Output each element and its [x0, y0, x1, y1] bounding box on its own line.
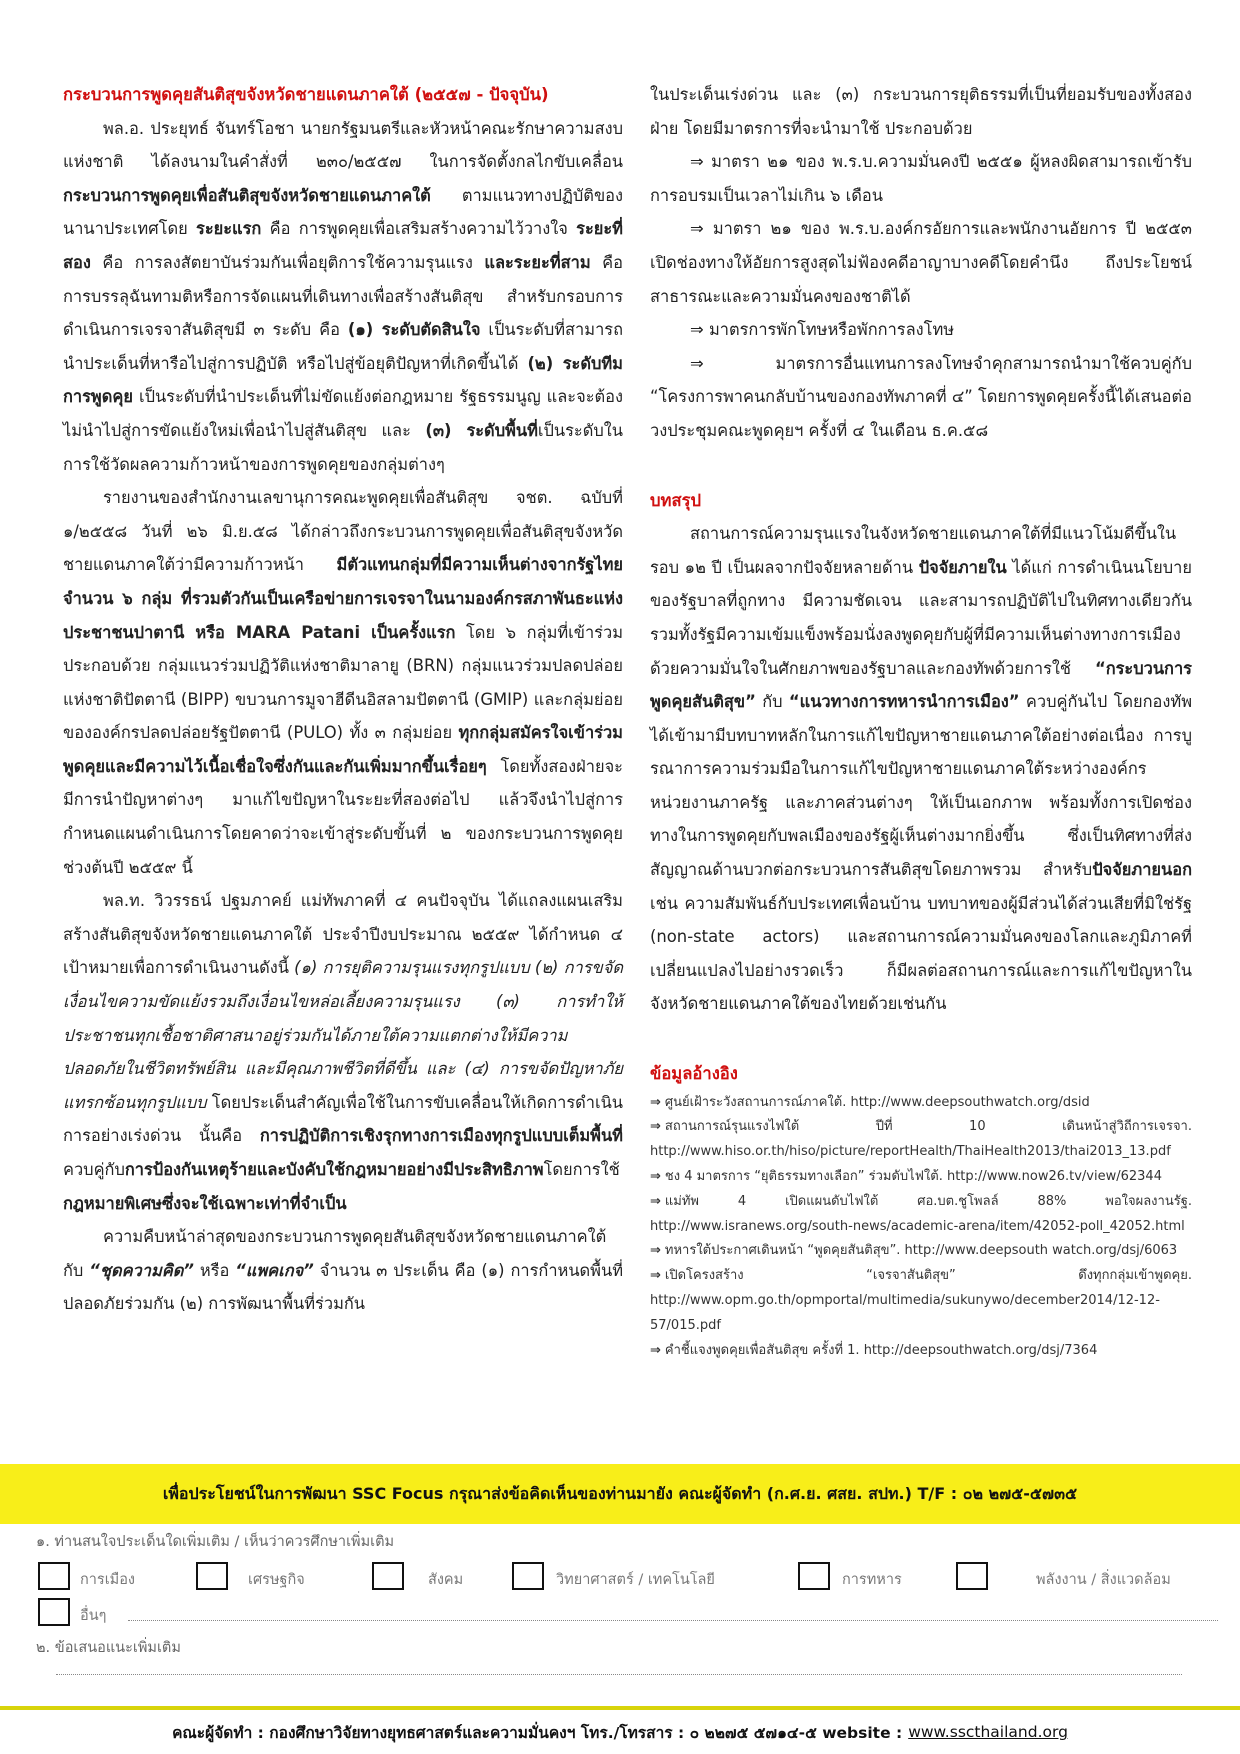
text-segment: และระยะที่สาม: [484, 252, 591, 272]
option-label: การเมือง: [80, 1572, 136, 1588]
text-segment: รายงานของสำนักงานเลขานุการคณะพูดคุยเพื่อสันติสุข จชต. ฉบับที่ ๑/๒๕๕๘ วันที่ ๒๖ มิ.ย.๕๘ ได้กล่าวถึงกระบวนการพูดคุยเพื่อสันติสุขจังหวัดชายแดนภาคใต้ว่ามีความก้าวหน้า: [63, 488, 623, 575]
text-segment: (๓) ระดับพื้นที่: [425, 420, 538, 440]
text-segment: ระยะแรก: [196, 219, 262, 239]
banner-text: เพื่อประโยชน์ในการพัฒนา SSC Focus กรุณาส่งข้อคิดเห็นของท่านมายัง คณะผู้จัดทำ (ก.ศ.ย. ศสย. สปท.) T/F : ๐๒ ๒๗๕-๕๗๓๕: [162, 1483, 1078, 1503]
measure-text: มาตรการพักโทษหรือพักการลงโทษ: [708, 320, 955, 340]
section-title: กระบวนการพูดคุยสันติสุขจังหวัดชายแดนภาคใต้ (๒๕๕๗ - ปัจจุบัน): [63, 85, 549, 104]
text-segment: พล.อ. ประยุทธ์ จันทร์โอชา นายกรัฐมนตรีและหัวหน้าคณะรักษาความสงบแห่งชาติ ได้ลงนามในคำสั่งที่ ๒๓๐/๒๕๕๗ ในการจัดตั้งกลไกขับเคลื่อน: [63, 118, 623, 172]
summary-title: บทสรุป: [650, 490, 702, 510]
paragraph-1: [63, 112, 623, 482]
text-segment: โดยการใช้: [543, 1160, 620, 1179]
text-segment: ควบคู่กับ: [63, 1160, 125, 1179]
spacer: [650, 1021, 1192, 1057]
arrow-icon: ⇒: [690, 219, 704, 239]
measure-text: มาตรา ๒๑ ของ พ.ร.บ.องค์กรอัยการและพนักงานอัยการ ปี ๒๕๕๓ เปิดช่องทางให้อัยการสูงสุดไม่ฟ้องคดีอาญาบางคดีโดยคำนึง ถึงประโยชน์สาธารณะและความมั่นคงของชาติได้: [650, 219, 1192, 306]
measure-text: มาตรา ๒๑ ของ พ.ร.บ.ความมั่นคงปี ๒๕๕๑ ผู้หลงผิดสามารถเข้ารับการอบรมเป็นเวลาไม่เกิน ๖ เดือน: [650, 152, 1192, 205]
text-segment: ปัจจัยภายใน: [918, 557, 1007, 577]
arrow-icon: ⇒: [690, 320, 704, 340]
checkbox-science-technology[interactable]: [512, 1562, 544, 1590]
right-column: [650, 78, 1192, 1363]
measure-item: [650, 212, 1192, 313]
option-label: เศรษฐกิจ: [248, 1572, 305, 1588]
option-label: อื่นๆ: [80, 1608, 107, 1624]
reference-text: ศูนย์เฝ้าระวังสถานการณ์ภาคใต้. http://www.deepsouthwatch.org/dsid: [664, 1094, 1090, 1110]
arrow-icon: ⇒: [650, 1243, 661, 1259]
text-segment: เช่น ความสัมพันธ์กับประเทศเพื่อนบ้าน บทบาทของผู้มีส่วนได้ส่วนเสียที่มิใช่รัฐ (non-state actors) และสถานการณ์ความมั่นคงของโลกและภูมิภาคที่เปลี่ยนแปลงไปอย่างรวดเร็ว ก็มีผลต่อสถานการณ์และการแก้ไขปัญหาในจังหวัดชายแดนภาคใต้ของไทยด้วยเช่นกัน: [650, 893, 1192, 1014]
reference-item: [650, 1264, 1192, 1338]
summary-paragraph: [650, 517, 1192, 1021]
arrow-icon: ⇒: [650, 1169, 661, 1185]
text-segment: กฎหมายพิเศษซึ่งจะใช้เฉพาะเท่าที่จำเป็น: [63, 1193, 347, 1213]
feedback-banner: [0, 1464, 1240, 1524]
reference-item: [650, 1165, 1192, 1190]
arrow-icon: ⇒: [650, 1094, 661, 1110]
text-segment: (๑) การยุติความรุนแรงทุกรูปแบบ (๒) การขจัดเงื่อนไขความขัดแย้งรวมถึงเงื่อนไขหล่อเลี้ยงความรุนแรง (๓) การทำให้ประชาชนทุกเชื้อชาติศาสนาอยู่ร่วมกันได้ภายใต้ความแตกต่างให้มีความปลอดภัยในชีวิตทรัพย์สิน และมีคุณภาพชีวิตที่ดีขึ้น และ (๔) การขจัดปัญหาภัยแทรกซ้อนทุกรูปแบบ: [63, 958, 624, 1112]
spacer: [650, 448, 1192, 484]
text-segment: “กระบวนการพูดคุยสันติสุข”: [650, 658, 1192, 712]
references-list: [650, 1091, 1192, 1364]
footer: [0, 1706, 1240, 1754]
text-segment: เป็นระดับที่สามารถนำประเด็นที่หารือไปสู่การปฏิบัติ หรือไปสู่ข้อยุติปัญหาที่เกิดขึ้นได้: [63, 320, 623, 373]
reference-text: ทหารใต้ประกาศเดินหน้า “พูดคุยสันติสุข”. http://www.deepsouth watch.org/dsj/6063: [664, 1243, 1178, 1259]
option-label: การทหาร: [842, 1572, 902, 1588]
reference-item: [650, 1239, 1192, 1264]
measure-item: [650, 145, 1192, 212]
text-segment: จำนวน ๓ ประเด็น คือ (๑) การกำหนดพื้นที่ปลอดภัยร่วมกัน (๒) การพัฒนาพื้นที่ร่วมกัน: [63, 1260, 623, 1314]
website-link[interactable]: www.sscthailand.org: [908, 1723, 1068, 1741]
arrow-icon: ⇒: [650, 1268, 661, 1284]
measure-item: [650, 347, 1192, 448]
checkbox-other[interactable]: [38, 1598, 70, 1626]
arrow-icon: ⇒: [650, 1193, 661, 1209]
text-segment: กระบวนการพูดคุยเพื่อสันติสุขจังหวัดชายแดนภาคใต้: [63, 185, 431, 205]
checkbox-military[interactable]: [798, 1562, 830, 1590]
text-segment: โดยประเด็นสำคัญเพื่อใช้ในการขับเคลื่อนให้เกิดการดำเนินการอย่างเร่งด่วน นั้นคือ: [63, 1092, 623, 1146]
arrow-icon: ⇒: [650, 1342, 661, 1358]
options-row: [36, 1562, 1216, 1598]
text-segment: “แพคเกจ”: [235, 1260, 314, 1280]
arrow-icon: ⇒: [650, 1119, 661, 1135]
checkbox-economy[interactable]: [196, 1562, 228, 1590]
arrow-icon: ⇒: [690, 353, 704, 373]
arrow-icon: ⇒: [690, 152, 704, 172]
checkbox-politics[interactable]: [38, 1562, 70, 1590]
reference-text: เปิดโครงสร้าง “เจรจาสันติสุข” ดึงทุกกลุ่มเข้าพูดคุย. http://www.opm.go.th/opmportal/multimedia/sukunywo/december2014/12-12-57/015.pdf: [650, 1268, 1192, 1333]
measure-text: มาตรการอื่นแทนการลงโทษจำคุกสามารถนำมาใช้ควบคู่กับ “โครงการพาคนกลับบ้านของกองทัพภาคที่ ๔” โดยการพูดคุยครั้งนี้ได้เสนอต่อวงประชุมคณะพูดคุยฯ ครั้งที่ ๔ ในเดือน ธ.ค.๕๘: [650, 353, 1192, 440]
text-segment: ตามแนวทางปฏิบัติของนานาประเทศโดย: [63, 185, 623, 239]
option-label: สังคม: [428, 1572, 464, 1588]
text-segment: มีตัวแทนกลุ่มที่มีความเห็นต่างจากรัฐไทยจำนวน ๖ กลุ่ม ที่รวมตัวกันเป็นเครือข่ายการเจรจาในนามองค์กรสภาพันธะแห่งประชาชนปาตานี หรือ MARA Patani เป็นครั้งแรก: [63, 555, 623, 642]
text-segment: ระยะที่สอง: [63, 219, 623, 272]
text-segment: พล.ท. วิวรรธน์ ปฐมภาคย์ แม่ทัพภาคที่ ๔ คนปัจจุบัน ได้แถลงแผนเสริมสร้างสันติสุขจังหวัดชายแดนภาคใต้ ประจำปีงบประมาณ ๒๕๕๙ ได้กำหนด ๔ เป้าหมายเพื่อการดำเนินงานดังนี้: [63, 891, 623, 978]
text-segment: เป็นระดับที่นำประเด็นที่ไม่ขัดแย้งต่อกฎหมาย รัฐธรรมนูญ และจะต้องไม่นำไปสู่การขัดแย้งใหม่เพื่อนำไปสู่สันติสุข และ: [63, 387, 623, 440]
text-segment: โดยทั้งสองฝ่ายจะมีการนำปัญหาต่างๆ มาแก้ไขปัญหาในระยะที่สองต่อไป แล้วจึงนำไปสู่การกำหนดแผนดำเนินการโดยคาดว่าจะเข้าสู่ระดับขั้นที่ ๒ ของกระบวนการพูดคุยช่วงต้นปี ๒๕๕๙ นี้: [63, 756, 623, 877]
text-segment: (๑) ระดับตัดสินใจ: [347, 320, 481, 340]
checkbox-energy-environment[interactable]: [956, 1562, 988, 1590]
text-segment: คือ การลงสัตยาบันร่วมกันเพื่อยุติการใช้ความรุนแรง: [90, 252, 485, 272]
paragraph-4: [63, 1220, 623, 1321]
text-segment: คือ การบรรลุฉันทามติหรือการจัดแผนที่เดินทางเพื่อสร้างสันติสุข สำหรับกรอบการดำเนินการเจรจาสันติสุขมี ๓ ระดับ คือ: [63, 252, 623, 340]
text-segment: การปฏิบัติการเชิงรุกทางการเมืองทุกรูปแบบเต็มพื้นที่: [259, 1126, 623, 1146]
text-segment: การป้องกันเหตุร้ายและบังคับใช้กฎหมายอย่างมีประสิทธิภาพ: [124, 1160, 544, 1179]
paragraph-continued: ในประเด็นเร่งด่วน และ (๓) กระบวนการยุติธรรมที่เป็นที่ยอมรับของทั้งสองฝ่าย โดยมีมาตรการที่จะนำมาใช้ ประกอบด้วย: [650, 85, 1192, 138]
text-segment: หรือ: [193, 1260, 236, 1280]
feedback-form: [0, 1524, 1240, 1692]
footer-text: คณะผู้จัดทำ : กองศึกษาวิจัยทางยุทธศาสตร์และความมั่นคงฯ โทร./โทรสาร : ๐ ๒๒๗๕ ๕๗๑๔-๕ website :: [172, 1723, 903, 1742]
left-column: [63, 78, 623, 1321]
text-segment: “แนวทางการทหารนำการเมือง”: [788, 692, 1020, 712]
other-row: [36, 1598, 1216, 1634]
reference-text: ชง 4 มาตรการ “ยุติธรรมทางเลือก” ร่วมดับไฟใต้. http://www.now26.tv/view/62344: [664, 1169, 1162, 1185]
question-1: ๑. ท่านสนใจประเด็นใดเพิ่มเติม / เห็นว่าควรศึกษาเพิ่มเติม: [36, 1534, 395, 1550]
measure-item: [650, 313, 1192, 347]
text-segment: “ชุดความคิด”: [89, 1260, 194, 1280]
paragraph-2: [63, 481, 623, 884]
text-segment: ทุกกลุ่มสมัครใจเข้าร่วมพูดคุยและมีความไว้เนื้อเชื่อใจซึ่งกันและกันเพิ่มมากขึ้นเรื่อยๆ: [63, 723, 623, 776]
reference-item: [650, 1115, 1192, 1165]
option-label: พลังงาน / สิ่งแวดล้อม: [1036, 1572, 1171, 1588]
question-2: ๒. ข้อเสนอแนะเพิ่มเติม: [36, 1640, 181, 1656]
suggestion-input-line[interactable]: [56, 1674, 1182, 1675]
text-segment: สถานการณ์ความรุนแรงในจังหวัดชายแดนภาคใต้ที่มีแนวโน้มดีขึ้นในรอบ ๑๒ ปี เป็นผลจากปัจจัยหลายด้าน: [650, 524, 1177, 577]
text-segment: ควบคู่กันไป โดยกองทัพได้เข้ามามีบทบาทหลักในการแก้ไขปัญหาชายแดนภาคใต้อย่างต่อเนื่อง การบูรณาการความร่วมมือในการแก้ไขปัญหาชายแดนภาคใต้ระหว่างองค์กร หน่วยงานภาครัฐ และภาคส่วนต่างๆ ให้เป็นเอกภาพ พร้อมทั้งการเปิดช่องทางในการพูดคุยกับพลเมืองของรัฐผู้เห็นต่างมากยิ่งขึ้น ซึ่งเป็นทิศทางที่ส่งสัญญาณด้านบวกต่อกระบวนการสันติสุขโดยภาพรวม สำหรับ: [650, 692, 1193, 880]
reference-item: [650, 1190, 1192, 1240]
reference-text: แม่ทัพ 4 เปิดแผนดับไฟใต้ ศอ.บต.ชูโพลล์ 88% พอใจผลงานรัฐ. http://www.isranews.org/south-news/academic-arena/item/42052-poll_42052.html: [650, 1193, 1192, 1234]
text-segment: (๒) ระดับทีมการพูดคุย: [63, 353, 623, 407]
text-segment: เป็นระดับในการใช้วัดผลความก้าวหน้าของการพูดคุยของกลุ่มต่างๆ: [63, 420, 623, 474]
text-segment: กับ: [755, 692, 789, 712]
other-input-line[interactable]: [128, 1620, 1218, 1621]
reference-item: [650, 1339, 1192, 1364]
text-segment: ปัจจัยภายนอก: [1092, 860, 1192, 880]
text-segment: คือ การพูดคุยเพื่อเสริมสร้างความไว้วางใจ: [261, 219, 577, 239]
paragraph-3: [63, 884, 623, 1220]
option-label: วิทยาศาสตร์ / เทคโนโลยี: [556, 1572, 715, 1588]
reference-text: คำชี้แจงพูดคุยเพื่อสันติสุข ครั้งที่ 1. http://deepsouthwatch.org/dsj/7364: [664, 1342, 1098, 1358]
checkbox-society[interactable]: [372, 1562, 404, 1590]
text-segment: ความคืบหน้าล่าสุดของกระบวนการพูดคุยสันติสุขจังหวัดชายแดนภาคใต้กับ: [63, 1227, 607, 1280]
reference-item: [650, 1091, 1192, 1116]
text-segment: ได้แก่ การดำเนินนโยบายของรัฐบาลที่ถูกทาง มีความชัดเจน และสามารถปฏิบัติไปในทิศทางเดียวกัน รวมทั้งรัฐมีความเข้มแข็งพร้อมนั่งลงพูดคุยกับผู้ที่มีความเห็นต่างทางการเมืองด้วยความมั่นใจในศักยภาพของรัฐบาลและกองทัพด้วยการใช้: [650, 557, 1192, 678]
reference-text: สถานการณ์รุนแรงไฟใต้ ปีที่ 10 เดินหน้าสู่วิถีการเจรจา. http://www.hiso.or.th/hiso/picture/reportHealth/ThaiHealth2013/thai2013_13.pdf: [650, 1119, 1192, 1160]
references-title: ข้อมูลอ้างอิง: [650, 1064, 738, 1084]
text-segment: โดย ๖ กลุ่มที่เข้าร่วม ประกอบด้วย กลุ่มแนวร่วมปฏิวัติแห่งชาติมาลายู (BRN) กลุ่มแนวร่วมปลดปล่อยแห่งชาติปัตตานี (BIPP) ขบวนการมูจาฮีดีนอิสลามปัตตานี (GMIP) และกลุ่มย่อยขององค์กรปลดปล่อยรัฐปัตตานี (PULO) ทั้ง ๓ กลุ่มย่อย: [63, 622, 623, 743]
